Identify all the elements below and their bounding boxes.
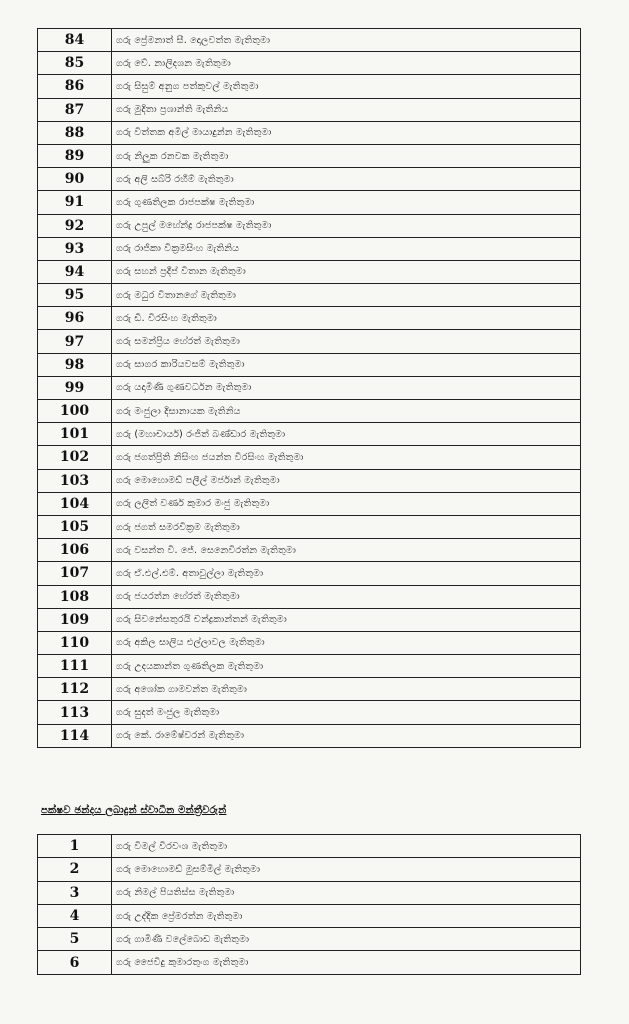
- member-name: ගරු ප්‍රේමනාත් සී. දොලවත්ත මැතිතුමා: [112, 29, 581, 52]
- table-row: [38, 121, 581, 144]
- member-name: ගරු ලලිත් වර්ණ කුමාර මංජු මැතිතුමා: [112, 492, 581, 515]
- member-name: ගරු යදාමිණි ගුණවර්ධන මැතිතුමා: [112, 376, 581, 399]
- row-number: 107: [38, 562, 112, 585]
- row-number: 114: [38, 724, 112, 747]
- member-name: ගරු වේ. නාලිදශන මැතිතුමා: [112, 52, 581, 75]
- table-row: [38, 469, 581, 492]
- row-number: 99: [38, 376, 112, 399]
- table-row: [38, 330, 581, 353]
- row-number: 93: [38, 237, 112, 260]
- member-name: ගරු ගාමිණී වලේබොඩ මැතිතුමා: [112, 928, 581, 951]
- table-row: [38, 144, 581, 167]
- row-number: 101: [38, 423, 112, 446]
- row-number: 97: [38, 330, 112, 353]
- table-row: [38, 423, 581, 446]
- table-row: [38, 858, 581, 881]
- row-number: 103: [38, 469, 112, 492]
- table-row: [38, 701, 581, 724]
- row-number: 106: [38, 539, 112, 562]
- row-number: 84: [38, 29, 112, 52]
- row-number: 95: [38, 284, 112, 307]
- members-table: [37, 28, 581, 748]
- member-name: ගරු උද්දික ප්‍රේමරත්න මැතිතුමා: [112, 904, 581, 927]
- member-name: ගරු නිමල් පියතිස්ස මැතිතුමා: [112, 881, 581, 904]
- member-name: ගරු මංජුලා දිසානායක මැතිනිය: [112, 400, 581, 423]
- member-name: ගරු කේ. රාමේෂ්වරන් මැතිතුමා: [112, 724, 581, 747]
- member-name: ගරු මොහොමඩ් පලීල් මර්ජාන් මැතිතුමා: [112, 469, 581, 492]
- row-number: 98: [38, 353, 112, 376]
- row-number: 94: [38, 260, 112, 283]
- members-table-body: [38, 29, 581, 748]
- row-number: 102: [38, 446, 112, 469]
- table-row: [38, 307, 581, 330]
- independent-members-table: [37, 834, 581, 975]
- table-row: [38, 214, 581, 237]
- member-name: ගරු සිසුම් අනුග පත්කුවල් මැතිතුමා: [112, 75, 581, 98]
- table-row: [38, 904, 581, 927]
- table-row: [38, 237, 581, 260]
- table-row: [38, 608, 581, 631]
- table-row: [38, 400, 581, 423]
- row-number: 2: [38, 858, 112, 881]
- member-name: ගරු ජෛවිදු කුමාරතුංග මැතිතුමා: [112, 951, 581, 974]
- member-name: ගරු (මහාචාර්ය) රංජිත් බණ්ඩාර මැතිතුමා: [112, 423, 581, 446]
- member-name: ගරු සුදත් මංජුල මැතිතුමා: [112, 701, 581, 724]
- table-row: [38, 631, 581, 654]
- table-row: [38, 835, 581, 858]
- row-number: 111: [38, 655, 112, 678]
- section-heading: පක්ෂව ඡන්දය ලබාදුන් ස්වාධීන මන්ත්‍රීවරුන්: [41, 805, 227, 816]
- row-number: 90: [38, 168, 112, 191]
- row-number: 109: [38, 608, 112, 631]
- table-row: [38, 724, 581, 747]
- row-number: 104: [38, 492, 112, 515]
- table-row: [38, 376, 581, 399]
- member-name: ගරු ජයරත්න හේරත් මැතිතුමා: [112, 585, 581, 608]
- member-name: ගරු විත්තක අමිල් මායාදුන්න මැතිතුමා: [112, 121, 581, 144]
- member-name: ගරු මධුර විතානගේ මැතිතුමා: [112, 284, 581, 307]
- table-row: [38, 492, 581, 515]
- row-number: 87: [38, 98, 112, 121]
- table-row: [38, 260, 581, 283]
- row-number: 5: [38, 928, 112, 951]
- row-number: 91: [38, 191, 112, 214]
- row-number: 89: [38, 144, 112, 167]
- row-number: 4: [38, 904, 112, 927]
- table-row: [38, 353, 581, 376]
- row-number: 92: [38, 214, 112, 237]
- row-number: 1: [38, 835, 112, 858]
- member-name: ගරු මොහොමඩ් මුසම්මිල් මැතිතුමා: [112, 858, 581, 881]
- table-row: [38, 52, 581, 75]
- member-name: ගරු ජගත්ප්‍රිති නිසිංහ ජයන්ත වීරසිංහ මැතිතුමා: [112, 446, 581, 469]
- table-row: [38, 446, 581, 469]
- table-row: [38, 191, 581, 214]
- member-name: ගරු අශෝක ගාමවන්ත මැතිතුමා: [112, 678, 581, 701]
- table-row: [38, 539, 581, 562]
- row-number: 108: [38, 585, 112, 608]
- row-number: 85: [38, 52, 112, 75]
- row-number: 86: [38, 75, 112, 98]
- table-row: [38, 284, 581, 307]
- member-name: ගරු අකිල සාලිය එල්ලාවල මැතිතුමා: [112, 631, 581, 654]
- member-name: ගරු විමල් වීරවංශ මැතිතුමා: [112, 835, 581, 858]
- table-row: [38, 951, 581, 974]
- member-name: ගරු උපුල් මහේන්ද්‍ර රාජපක්ෂ මැතිතුමා: [112, 214, 581, 237]
- table-row: [38, 515, 581, 538]
- member-name: ගරු මුදිතා ප්‍රශාන්ති මැතිනිය: [112, 98, 581, 121]
- table-row: [38, 562, 581, 585]
- table-row: [38, 75, 581, 98]
- row-number: 113: [38, 701, 112, 724]
- row-number: 110: [38, 631, 112, 654]
- member-name: ගරු ඒ.එල්.එම්. අතාවුල්ලා මැතිතුමා: [112, 562, 581, 585]
- member-name: ගරු උදයකාන්ත ගුණතිලක මැතිතුමා: [112, 655, 581, 678]
- table-row: [38, 928, 581, 951]
- table-row: [38, 655, 581, 678]
- member-name: ගරු වසන්ත වී. ජේ. සෙනෙවිරත්න මැතිතුමා: [112, 539, 581, 562]
- member-name: ගරු ඩී. වීරසිංහ මැතිතුමා: [112, 307, 581, 330]
- table-row: [38, 678, 581, 701]
- member-name: ගරු රාජිකා වික්‍රමසිංහ මැතිනිය: [112, 237, 581, 260]
- row-number: 96: [38, 307, 112, 330]
- member-name: ගරු ජගත් සමරවික්‍රම මැතිතුමා: [112, 515, 581, 538]
- member-name: ගරු අලි සබ්රි රහීම් මැතිතුමා: [112, 168, 581, 191]
- table-row: [38, 585, 581, 608]
- member-name: ගරු ගුණතිලක රාජපක්ෂ මැතිතුමා: [112, 191, 581, 214]
- row-number: 88: [38, 121, 112, 144]
- independent-members-table-body: [38, 835, 581, 975]
- table-row: [38, 168, 581, 191]
- row-number: 112: [38, 678, 112, 701]
- row-number: 3: [38, 881, 112, 904]
- table-row: [38, 881, 581, 904]
- row-number: 105: [38, 515, 112, 538]
- table-row: [38, 29, 581, 52]
- table-row: [38, 98, 581, 121]
- row-number: 100: [38, 400, 112, 423]
- member-name: ගරු සමන්ප්‍රිය හේරත් මැතිතුමා: [112, 330, 581, 353]
- member-name: ගරු සිවනේසතුරයි චන්ද්‍රකාන්තන් මැතිතුමා: [112, 608, 581, 631]
- member-name: ගරු සාගර කාරියවසම් මැතිතුමා: [112, 353, 581, 376]
- row-number: 6: [38, 951, 112, 974]
- member-name: ගරු නිලුක රනවක මැතිතුමා: [112, 144, 581, 167]
- member-name: ගරු සහන් ප්‍රදීප් විතාන මැතිතුමා: [112, 260, 581, 283]
